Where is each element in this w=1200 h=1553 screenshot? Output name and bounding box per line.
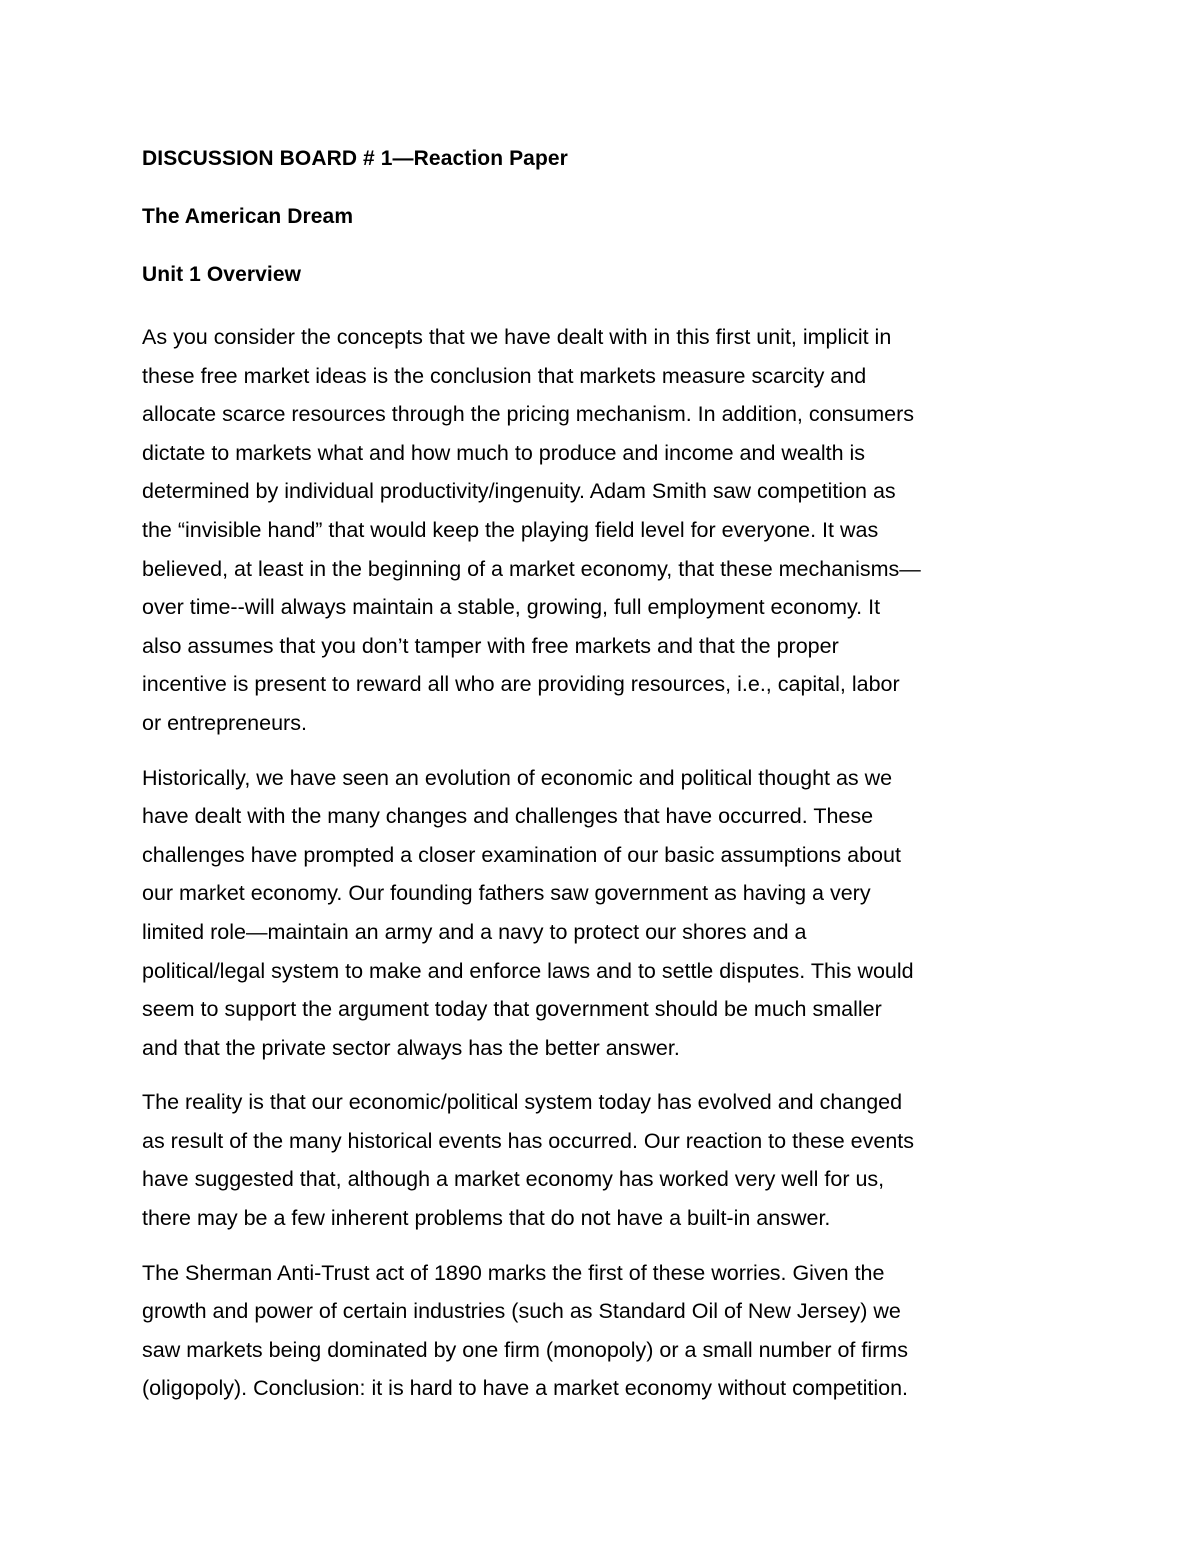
paragraph-line: as result of the many historical events has occurred. Our reaction to these events	[142, 1128, 914, 1153]
paragraph-line: have dealt with the many changes and challenges that have occurred. These	[142, 804, 874, 829]
paragraph-line: our market economy. Our founding fathers saw government as having a very	[142, 881, 871, 906]
paragraph-line: the “invisible hand” that would keep the playing field level for everyone. It was	[142, 517, 879, 542]
paragraph-line: seem to support the argument today that government should be much smaller	[142, 997, 882, 1022]
paragraph-line: incentive is present to reward all who are providing resources, i.e., capital, labor	[142, 672, 900, 697]
paragraph-line: determined by individual productivity/ingenuity. Adam Smith saw competition as	[142, 479, 896, 504]
document-subtitle: The American Dream	[142, 205, 354, 228]
document-title: DISCUSSION BOARD # 1—Reaction Paper	[142, 147, 568, 170]
body-paragraph	[142, 318, 1072, 743]
paragraph-line: over time--will always maintain a stable, growing, full employment economy. It	[142, 595, 881, 620]
paragraph-line: limited role—maintain an army and a navy to protect our shores and a	[142, 919, 807, 944]
paragraph-line: have suggested that, although a market economy has worked very well for us,	[142, 1167, 885, 1192]
paragraph-line: saw markets being dominated by one firm (monopoly) or a small number of firms	[142, 1337, 908, 1362]
paragraph-line: As you consider the concepts that we have dealt with in this first unit, implicit in	[142, 325, 892, 349]
paragraph-line: these free market ideas is the conclusion that markets measure scarcity and	[142, 363, 867, 388]
paragraph-line: (oligopoly). Conclusion: it is hard to have a market economy without competition.	[142, 1376, 909, 1401]
paragraph-line: challenges have prompted a closer examination of our basic assumptions about	[142, 842, 901, 867]
paragraph-line: allocate scarce resources through the pricing mechanism. In addition, consumers	[142, 402, 914, 427]
body-paragraph	[142, 1083, 1072, 1237]
body-paragraph	[142, 759, 1072, 1068]
section-heading: Unit 1 Overview	[142, 263, 302, 286]
paragraph-line: and that the private sector always has the better answer.	[142, 1035, 680, 1060]
paragraph-list	[142, 318, 1072, 1408]
paragraph-line: political/legal system to make and enforce laws and to settle disputes. This would	[142, 958, 914, 983]
paragraph-line: believed, at least in the beginning of a market economy, that these mechanisms—	[142, 556, 921, 581]
paragraph-line: The Sherman Anti-Trust act of 1890 marks the first of these worries. Given the	[142, 1260, 885, 1285]
paragraph-line: growth and power of certain industries (such as Standard Oil of New Jersey) we	[142, 1299, 901, 1324]
paragraph-line: Historically, we have seen an evolution of economic and political thought as we	[142, 765, 893, 790]
paragraph-line: or entrepreneurs.	[142, 710, 307, 735]
paragraph-line: dictate to markets what and how much to produce and income and wealth is	[142, 440, 866, 465]
document-body	[142, 144, 1072, 1424]
body-paragraph	[142, 1254, 1072, 1408]
paragraph-line: also assumes that you don’t tamper with free markets and that the proper	[142, 633, 839, 658]
paragraph-line: there may be a few inherent problems that do not have a built-in answer.	[142, 1206, 831, 1231]
paragraph-line: The reality is that our economic/political system today has evolved and changed	[142, 1090, 903, 1115]
